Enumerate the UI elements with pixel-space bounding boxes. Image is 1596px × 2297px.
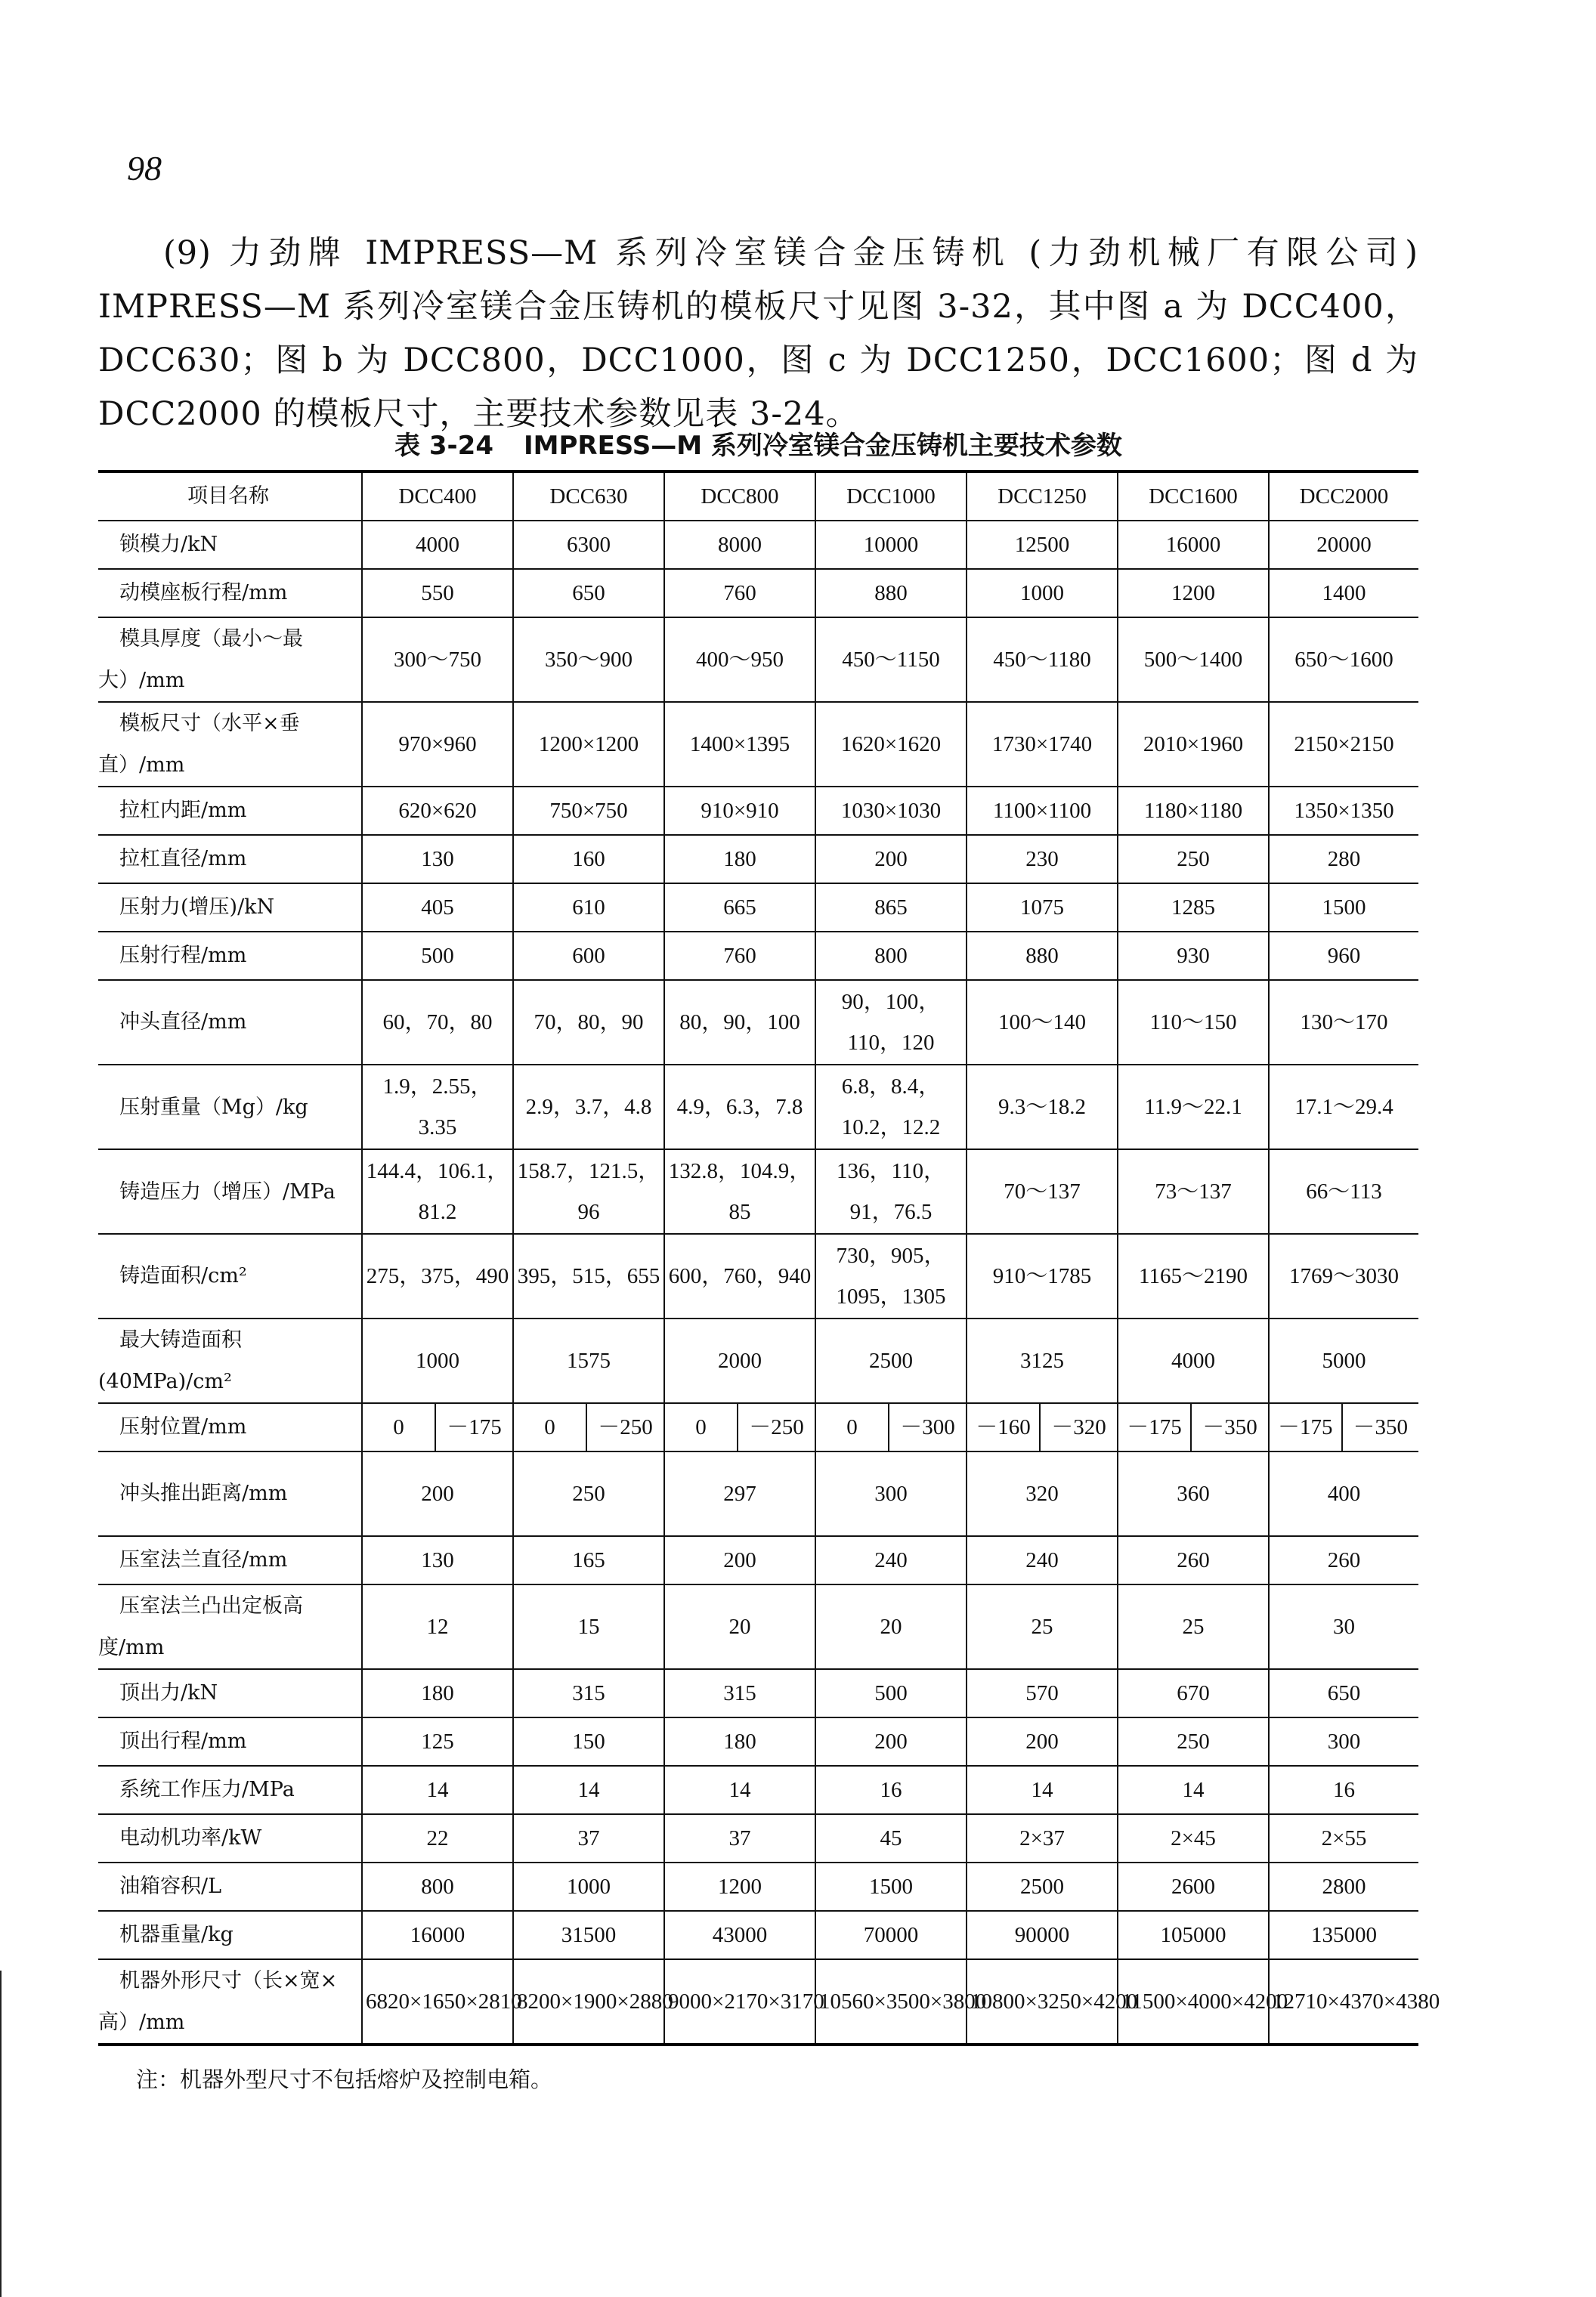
cell-value: 395，515，655 — [513, 1234, 664, 1319]
header-item-name: 项目名称 — [187, 484, 269, 508]
cell-value: 6.8，8.4，10.2，12.2 — [815, 1065, 967, 1149]
cell-value: 1620×1620 — [815, 702, 967, 787]
table-row — [98, 835, 1418, 883]
cell-value: 37 — [513, 1814, 664, 1863]
cell-value: 136，110，91，76.5 — [815, 1149, 967, 1234]
table-caption-number: 表 3-24 — [394, 431, 493, 461]
cell-value: 160 — [513, 835, 664, 883]
row-label: 铸造面积/cm² — [98, 1234, 362, 1319]
cell-value: 250 — [513, 1451, 664, 1536]
table-row — [98, 1536, 1418, 1584]
table-row — [98, 1959, 1418, 2045]
cell-value: 14 — [664, 1766, 815, 1814]
row-label: 最大铸造面积(40MPa)/cm² — [98, 1319, 362, 1403]
cell-value: －250 — [598, 1415, 653, 1439]
cell-value: 1030×1030 — [815, 787, 967, 835]
cell-value: 73～137 — [1118, 1149, 1269, 1234]
table-row — [98, 569, 1418, 617]
cell-value: 3125 — [967, 1319, 1118, 1403]
cell-value: 1000 — [513, 1863, 664, 1911]
cell-value: 275，375，490 — [362, 1234, 513, 1319]
cell-value: 1350×1350 — [1269, 787, 1418, 835]
cell-value: 750×750 — [513, 787, 664, 835]
cell-value: 2×55 — [1269, 1814, 1418, 1863]
table-row — [98, 617, 1418, 702]
row-label: 锁模力/kN — [98, 521, 362, 569]
cell-value: 105000 — [1118, 1911, 1269, 1959]
cell-value: 910×910 — [664, 787, 815, 835]
cell-pair — [967, 1403, 1118, 1451]
table-row — [98, 1451, 1418, 1536]
cell-value: 880 — [967, 932, 1118, 980]
cell-value: 230 — [967, 835, 1118, 883]
cell-value: 500 — [362, 932, 513, 980]
table-row — [98, 1669, 1418, 1717]
cell-value: 500～1400 — [1118, 617, 1269, 702]
cell-pair — [1118, 1403, 1269, 1451]
cell-value: 650 — [513, 569, 664, 617]
cell-value: 910～1785 — [967, 1234, 1118, 1319]
cell-value: 31500 — [513, 1911, 664, 1959]
cell-value: 865 — [815, 883, 967, 932]
cell-pair — [362, 1403, 513, 1451]
cell-value: 240 — [815, 1536, 967, 1584]
cell-value: 665 — [664, 883, 815, 932]
cell-value: 2×45 — [1118, 1814, 1269, 1863]
cell-value: 2150×2150 — [1269, 702, 1418, 787]
cell-value: 1575 — [513, 1319, 664, 1403]
cell-value: 610 — [513, 883, 664, 932]
cell-value: 730，905，1095，1305 — [815, 1234, 967, 1319]
cell-pair — [815, 1403, 967, 1451]
cell-value: 10800×3250×4200 — [967, 1959, 1118, 2045]
cell-value: 0 — [363, 1404, 436, 1451]
cell-value: 8000 — [664, 521, 815, 569]
row-label: 系统工作压力/MPa — [98, 1766, 362, 1814]
cell-value: 0 — [514, 1404, 587, 1451]
intro-paragraph — [98, 227, 1418, 441]
cell-value: 12710×4370×4380 — [1269, 1959, 1418, 2045]
cell-value: 620×620 — [362, 787, 513, 835]
cell-value: 0 — [816, 1404, 889, 1451]
cell-value: 320 — [967, 1451, 1118, 1536]
cell-value: 800 — [362, 1863, 513, 1911]
row-label: 铸造压力（增压）/MPa — [98, 1149, 362, 1234]
cell-value: 800 — [815, 932, 967, 980]
cell-value: 2500 — [967, 1863, 1118, 1911]
table-row — [98, 1319, 1418, 1403]
cell-value: －350 — [1202, 1415, 1257, 1439]
row-label: 电动机功率/kW — [98, 1814, 362, 1863]
cell-value: 9.3～18.2 — [967, 1065, 1118, 1149]
cell-value: 150 — [513, 1717, 664, 1766]
cell-value: 12500 — [967, 521, 1118, 569]
cell-value: 1000 — [362, 1319, 513, 1403]
cell-value: 650～1600 — [1269, 617, 1418, 702]
cell-value: 90000 — [967, 1911, 1118, 1959]
table-row — [98, 980, 1418, 1065]
cell-value: 70～137 — [967, 1149, 1118, 1234]
table-caption — [98, 425, 1418, 462]
cell-value: 6820×1650×2810 — [362, 1959, 513, 2045]
cell-value: 43000 — [664, 1911, 815, 1959]
spec-table — [98, 470, 1440, 2046]
table-caption-title: IMPRESS—M 系列冷室镁合金压铸机主要技术参数 — [523, 431, 1122, 461]
cell-value: 970×960 — [362, 702, 513, 787]
cell-value: －175 — [1118, 1404, 1192, 1451]
row-label: 压射重量（Mg）/kg — [98, 1065, 362, 1149]
header-model: DCC1600 — [1118, 471, 1269, 521]
cell-value: 20 — [815, 1584, 967, 1669]
cell-value: 1000 — [967, 569, 1118, 617]
cell-value: 1285 — [1118, 883, 1269, 932]
cell-value: 315 — [513, 1669, 664, 1717]
cell-value: 11.9～22.1 — [1118, 1065, 1269, 1149]
cell-value: 650 — [1269, 1669, 1418, 1717]
cell-value: 110～150 — [1118, 980, 1269, 1065]
cell-value: 132.8，104.9，85 — [664, 1149, 815, 1234]
row-label: 压射行程/mm — [98, 932, 362, 980]
cell-value: －175 — [1270, 1404, 1343, 1451]
cell-value: 1200 — [1118, 569, 1269, 617]
cell-value: 45 — [815, 1814, 967, 1863]
cell-value: 250 — [1118, 835, 1269, 883]
cell-value: 1769～3030 — [1269, 1234, 1418, 1319]
cell-value: 4000 — [1118, 1319, 1269, 1403]
cell-pair — [513, 1403, 664, 1451]
row-label: 顶出行程/mm — [98, 1717, 362, 1766]
cell-value: 12 — [362, 1584, 513, 1669]
cell-value: 200 — [967, 1717, 1118, 1766]
page-number: 98 — [127, 149, 162, 187]
row-label: 动模座板行程/mm — [98, 569, 362, 617]
cell-value: 14 — [362, 1766, 513, 1814]
header-model: DCC1250 — [967, 471, 1118, 521]
table-note: 注：机器外型尺寸不包括熔炉及控制电箱。 — [136, 2067, 553, 2092]
cell-value: 135000 — [1269, 1911, 1418, 1959]
page-edge-line — [0, 1971, 2, 2297]
cell-value: 2.9，3.7，4.8 — [513, 1065, 664, 1149]
cell-value: 20000 — [1269, 521, 1418, 569]
cell-value: 500 — [815, 1669, 967, 1717]
cell-value: －160 — [967, 1404, 1041, 1451]
table-row — [98, 1717, 1418, 1766]
cell-value: 17.1～29.4 — [1269, 1065, 1418, 1149]
cell-value: 2000 — [664, 1319, 815, 1403]
cell-value: 37 — [664, 1814, 815, 1863]
cell-value: 2600 — [1118, 1863, 1269, 1911]
cell-value: 180 — [362, 1669, 513, 1717]
cell-value: 570 — [967, 1669, 1118, 1717]
cell-value: 16000 — [362, 1911, 513, 1959]
cell-value: －320 — [1051, 1415, 1106, 1439]
row-label: 压室法兰直径/mm — [98, 1536, 362, 1584]
cell-value: 180 — [664, 1717, 815, 1766]
cell-value: 550 — [362, 569, 513, 617]
cell-value: 10560×3500×3800 — [815, 1959, 967, 2045]
header-model: DCC2000 — [1269, 471, 1418, 521]
cell-value: 4000 — [362, 521, 513, 569]
cell-pair — [1269, 1403, 1418, 1451]
cell-value: 158.7，121.5，96 — [513, 1149, 664, 1234]
cell-value: 16 — [1269, 1766, 1418, 1814]
cell-value: 2500 — [815, 1319, 967, 1403]
cell-value: 200 — [664, 1536, 815, 1584]
cell-value: 315 — [664, 1669, 815, 1717]
cell-value: 15 — [513, 1584, 664, 1669]
cell-value: 350～900 — [513, 617, 664, 702]
row-label: 压射位置/mm — [98, 1403, 362, 1451]
cell-pair — [664, 1403, 815, 1451]
table-row — [98, 1911, 1418, 1959]
cell-value: 200 — [362, 1451, 513, 1536]
cell-value: 2800 — [1269, 1863, 1418, 1911]
cell-value: 25 — [1118, 1584, 1269, 1669]
row-label: 冲头推出距离/mm — [98, 1451, 362, 1536]
row-label: 模具厚度（最小～最大）/mm — [98, 617, 362, 702]
row-label: 油箱容积/L — [98, 1863, 362, 1911]
cell-value: 1400 — [1269, 569, 1418, 617]
cell-value: 2010×1960 — [1118, 702, 1269, 787]
row-label: 压射力(增压)/kN — [98, 883, 362, 932]
table-row — [98, 1814, 1418, 1863]
cell-value: 130 — [362, 835, 513, 883]
cell-value: 6300 — [513, 521, 664, 569]
cell-value: 11500×4000×4200 — [1118, 1959, 1269, 2045]
cell-value: 1075 — [967, 883, 1118, 932]
cell-value: 130～170 — [1269, 980, 1418, 1065]
cell-value: 260 — [1118, 1536, 1269, 1584]
cell-value: 600 — [513, 932, 664, 980]
cell-value: 4.9，6.3，7.8 — [664, 1065, 815, 1149]
cell-value: 30 — [1269, 1584, 1418, 1669]
cell-value: 760 — [664, 932, 815, 980]
cell-value: 125 — [362, 1717, 513, 1766]
cell-value: 260 — [1269, 1536, 1418, 1584]
header-model: DCC800 — [664, 471, 815, 521]
cell-value: 180 — [664, 835, 815, 883]
cell-value: 10000 — [815, 521, 967, 569]
cell-value: 400～950 — [664, 617, 815, 702]
cell-value: 90，100，110，120 — [815, 980, 967, 1065]
cell-value: －250 — [749, 1415, 804, 1439]
cell-value: 200 — [815, 835, 967, 883]
row-label: 模板尺寸（水平×垂直）/mm — [98, 702, 362, 787]
row-label: 机器外形尺寸（长×宽×高）/mm — [98, 1959, 362, 2045]
cell-value: 1400×1395 — [664, 702, 815, 787]
cell-value: 14 — [967, 1766, 1118, 1814]
table-row — [98, 1863, 1418, 1911]
row-label: 拉杠直径/mm — [98, 835, 362, 883]
cell-value: 930 — [1118, 932, 1269, 980]
cell-value: －175 — [447, 1415, 502, 1439]
cell-value: 1500 — [815, 1863, 967, 1911]
cell-value: 960 — [1269, 932, 1418, 980]
cell-value: 300 — [815, 1451, 967, 1536]
row-label: 顶出力/kN — [98, 1669, 362, 1717]
cell-value: 300 — [1269, 1717, 1418, 1766]
cell-value: －350 — [1353, 1415, 1409, 1439]
table-row — [98, 1149, 1418, 1234]
cell-value: 130 — [362, 1536, 513, 1584]
table-row — [98, 1766, 1418, 1814]
cell-value: 14 — [1118, 1766, 1269, 1814]
cell-value: 450～1150 — [815, 617, 967, 702]
cell-value: －300 — [900, 1415, 955, 1439]
cell-value: 280 — [1269, 835, 1418, 883]
cell-value: 16000 — [1118, 521, 1269, 569]
table-row — [98, 1234, 1418, 1319]
header-model: DCC630 — [513, 471, 664, 521]
row-label: 拉杠内距/mm — [98, 787, 362, 835]
cell-value: 14 — [513, 1766, 664, 1814]
table-row — [98, 1584, 1418, 1669]
cell-value: 100～140 — [967, 980, 1118, 1065]
table-row — [98, 787, 1418, 835]
cell-value: 670 — [1118, 1669, 1269, 1717]
table-row — [98, 702, 1418, 787]
cell-value: 1500 — [1269, 883, 1418, 932]
cell-value: 25 — [967, 1584, 1118, 1669]
cell-value: 760 — [664, 569, 815, 617]
cell-value: 16 — [815, 1766, 967, 1814]
cell-value: 1100×1100 — [967, 787, 1118, 835]
cell-value: 1200 — [664, 1863, 815, 1911]
cell-value: 1200×1200 — [513, 702, 664, 787]
cell-value: 0 — [665, 1404, 738, 1451]
cell-value: 1165～2190 — [1118, 1234, 1269, 1319]
cell-value: 1180×1180 — [1118, 787, 1269, 835]
table-row — [98, 932, 1418, 980]
row-label: 压室法兰凸出定板高度/mm — [98, 1584, 362, 1669]
header-model: DCC1000 — [815, 471, 967, 521]
cell-value: 70000 — [815, 1911, 967, 1959]
cell-value: 165 — [513, 1536, 664, 1584]
cell-value: 60，70，80 — [362, 980, 513, 1065]
cell-value: 250 — [1118, 1717, 1269, 1766]
table-row — [98, 1065, 1418, 1149]
cell-value: 9000×2170×3170 — [664, 1959, 815, 2045]
row-label: 机器重量/kg — [98, 1911, 362, 1959]
table-row — [98, 521, 1418, 569]
header-model: DCC400 — [362, 471, 513, 521]
cell-value: 450～1180 — [967, 617, 1118, 702]
cell-value: 22 — [362, 1814, 513, 1863]
row-label: 冲头直径/mm — [98, 980, 362, 1065]
cell-value: 144.4，106.1，81.2 — [362, 1149, 513, 1234]
cell-value: 405 — [362, 883, 513, 932]
cell-value: 240 — [967, 1536, 1118, 1584]
cell-value: 297 — [664, 1451, 815, 1536]
cell-value: 70，80，90 — [513, 980, 664, 1065]
table-header-row — [98, 471, 1418, 521]
table-row — [98, 1403, 1418, 1451]
cell-value: 880 — [815, 569, 967, 617]
cell-value: 66～113 — [1269, 1149, 1418, 1234]
cell-value: 80，90，100 — [664, 980, 815, 1065]
cell-value: 360 — [1118, 1451, 1269, 1536]
cell-value: 2×37 — [967, 1814, 1118, 1863]
cell-value: 1.9，2.55，3.35 — [362, 1065, 513, 1149]
cell-value: 20 — [664, 1584, 815, 1669]
cell-value: 5000 — [1269, 1319, 1418, 1403]
cell-value: 1730×1740 — [967, 702, 1118, 787]
cell-value: 300～750 — [362, 617, 513, 702]
cell-value: 400 — [1269, 1451, 1418, 1536]
table-row — [98, 883, 1418, 932]
cell-value: 200 — [815, 1717, 967, 1766]
intro-paragraph-text: (9) 力劲牌 IMPRESS—M 系列冷室镁合金压铸机 (力劲机械厂有限公司) IMPRESS—M 系列冷室镁合金压铸机的模板尺寸见图 3-32，其中图 a 为 DCC400，DCC630；图 b 为 DCC800，DCC1000，图 c 为 DCC1250，DCC1600；图 d 为 DCC2000 的模板尺寸，主要技术参数见表 3-24。 — [98, 234, 1418, 433]
cell-value: 600，760，940 — [664, 1234, 815, 1319]
cell-value: 8200×1900×2880 — [513, 1959, 664, 2045]
